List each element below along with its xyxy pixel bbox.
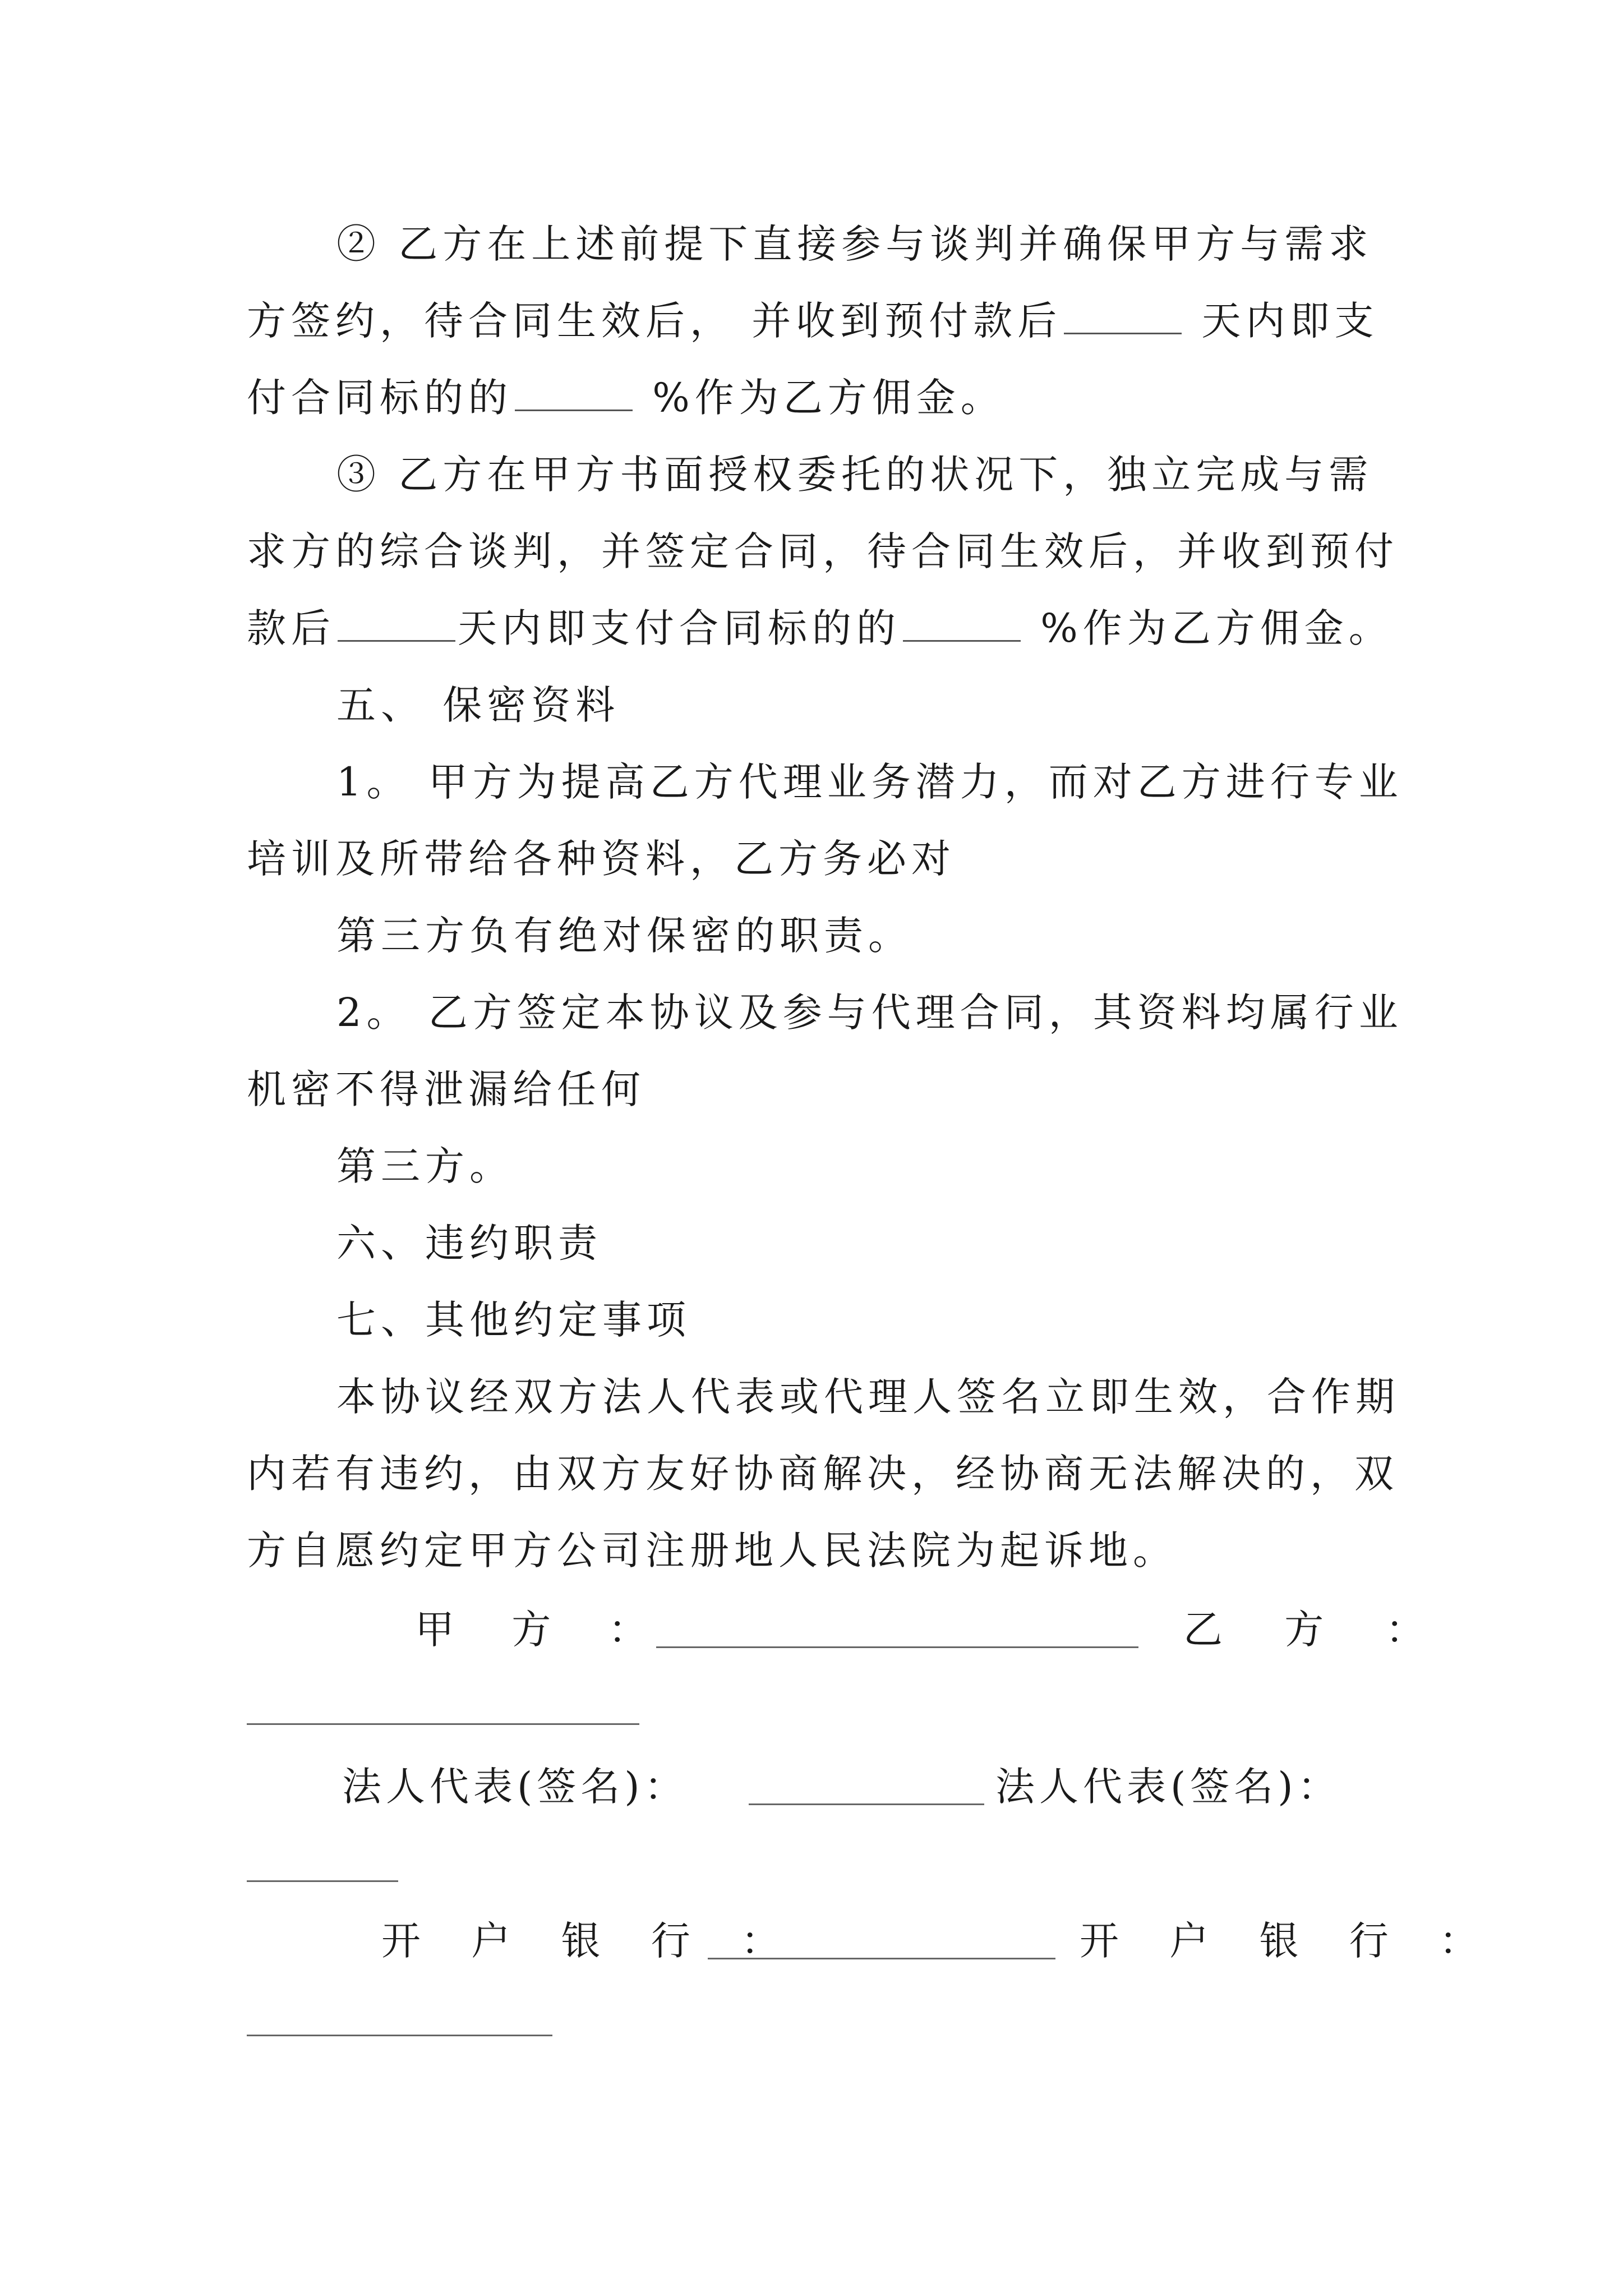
legal-rep-a-label — [342, 1759, 688, 1815]
bank-a-label — [381, 1913, 799, 1969]
section-5-item-2-line-1 — [336, 984, 1403, 1041]
section-7-para-line-3 — [247, 1522, 1177, 1579]
section-7-para-text-3: 方自愿约定甲方公司注册地人民法院为起诉地。 — [247, 1527, 1177, 1573]
clause-3-text-3a: 款后 — [247, 605, 335, 651]
section-7-para-line-2 — [247, 1446, 1399, 1502]
bank-b-label-text: 开 户 银 行 ： — [1080, 1918, 1498, 1964]
section-5-item-2-line-2 — [247, 1061, 645, 1117]
clause-2-line-1 — [336, 216, 1373, 272]
clause-3-percent-blank — [903, 601, 1021, 642]
legal-rep-b-label — [995, 1759, 1341, 1815]
clause-3-text-3c: %作为乙方佣金。 — [1023, 605, 1393, 651]
clause-3-line-2 — [247, 523, 1399, 579]
section-5-heading — [336, 677, 620, 733]
section-5-item-1-line-1 — [336, 754, 1403, 810]
section-7-heading-text: 七、其他约定事项 — [336, 1297, 691, 1343]
legal-rep-b-signature-line — [247, 1880, 398, 1882]
clause-3-text-3b: 天内即支付合同标的的 — [458, 605, 901, 651]
section-5-item-1-text-1: 1。 甲方为提高乙方代理业务潜力，而对乙方进行专业 — [336, 759, 1403, 805]
bank-b-account-line — [247, 2035, 552, 2036]
clause-3-line-3 — [247, 600, 1393, 656]
party-a-label-text: 甲 方 ： — [415, 1607, 670, 1653]
clause-3-line-1 — [336, 447, 1373, 503]
clause-3-days-blank — [338, 601, 455, 642]
section-5-item-2-text-3: 第三方。 — [336, 1143, 514, 1189]
party-b-signature-line — [247, 1723, 639, 1725]
clause-2-text-3b: %作为乙方佣金。 — [635, 375, 1005, 421]
clause-3-text-1: ③ 乙方在甲方书面授权委托的状况下，独立完成与需 — [336, 452, 1373, 498]
clause-3-text-2: 求方的综合谈判，并签定合同，待合同生效后，并收到预付 — [247, 528, 1399, 574]
commission-percent-blank — [515, 370, 633, 411]
clause-2-text-1: ② 乙方在上述前提下直接参与谈判并确保甲方与需求 — [336, 221, 1373, 267]
bank-a-label-text: 开 户 银 行 ： — [381, 1918, 800, 1964]
section-5-item-1-text-3: 第三方负有绝对保密的职责。 — [336, 913, 912, 959]
section-7-heading — [336, 1292, 691, 1348]
bank-b-label — [1080, 1913, 1497, 1969]
section-5-item-2-text-2: 机密不得泄漏给任何 — [247, 1066, 645, 1112]
legal-rep-b-label-text: 法人代表(签名)： — [995, 1764, 1341, 1810]
legal-rep-a-signature-line — [749, 1803, 984, 1805]
legal-rep-a-label-text: 法人代表(签名)： — [342, 1764, 688, 1810]
section-6-heading — [336, 1215, 602, 1271]
section-7-para-line-1 — [336, 1369, 1400, 1425]
section-5-item-1-line-2 — [247, 831, 956, 887]
clause-2-text-3a: 付合同标的的 — [247, 375, 513, 421]
section-5-item-2-line-3 — [336, 1138, 514, 1194]
section-5-item-1-line-3 — [336, 908, 912, 964]
clause-2-line-3 — [247, 370, 1005, 426]
section-5-item-1-text-2: 培训及所带给各种资料，乙方务必对 — [247, 836, 956, 882]
party-b-label — [1183, 1602, 1450, 1658]
section-7-para-text-1: 本协议经双方法人代表或代理人签名立即生效，合作期 — [336, 1374, 1400, 1420]
clause-2-text-2a: 方签约，待合同生效后， 并收到预付款后 — [247, 298, 1062, 344]
section-5-heading-text: 五、 保密资料 — [336, 682, 620, 728]
advance-days-blank — [1064, 293, 1182, 334]
party-b-label-text: 乙 方 ： — [1183, 1607, 1450, 1653]
party-a-label — [415, 1602, 670, 1658]
clause-2-line-2 — [247, 293, 1379, 349]
bank-a-account-line — [708, 1958, 1055, 1959]
section-7-para-text-2: 内若有违约，由双方友好协商解决，经协商无法解决的，双 — [247, 1451, 1399, 1497]
clause-2-text-2b: 天内即支 — [1184, 298, 1379, 344]
party-a-signature-line — [656, 1646, 1138, 1648]
section-6-heading-text: 六、违约职责 — [336, 1220, 602, 1266]
section-5-item-2-text-1: 2。 乙方签定本协议及参与代理合同，其资料均属行业 — [336, 990, 1403, 1036]
